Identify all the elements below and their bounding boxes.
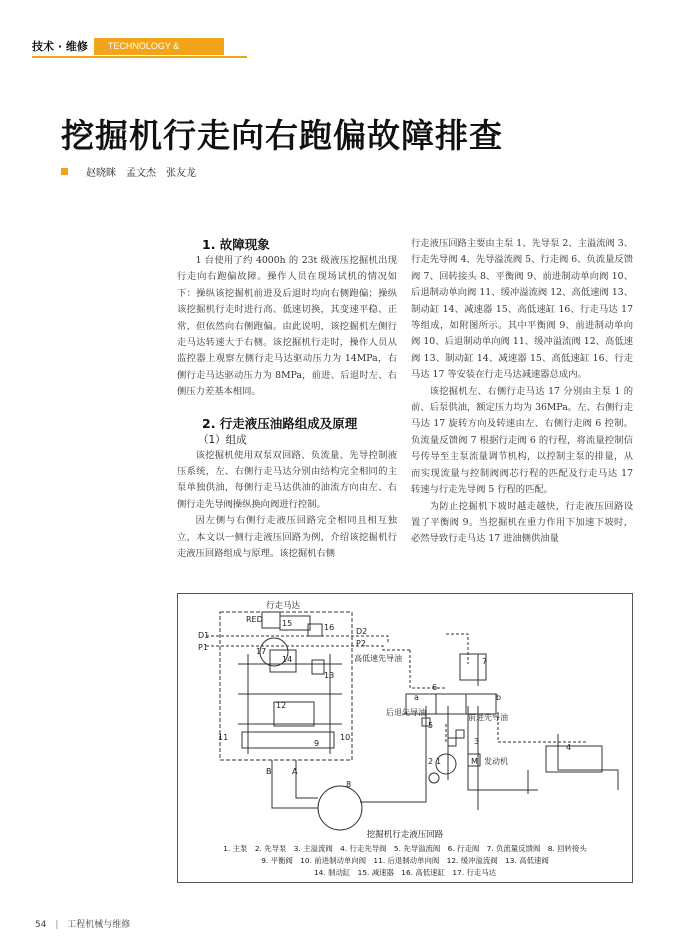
label-a-valve: a: [414, 693, 419, 702]
page-number: 54: [35, 920, 47, 930]
footer-separator: |: [55, 920, 59, 930]
label-reverse-pilot: 后退先导油: [386, 708, 426, 717]
paragraph: 该挖掘机使用双泵双回路、负流量、先导控制液压系统，左、右侧行走马达分别由结构完全相同的主泵单独供油，每侧行走马达供油的油流方向由左、右侧行走先导阀操纵换向阀进行控制。: [177, 449, 397, 510]
label-red: RED: [246, 615, 263, 624]
num-17: 17: [256, 647, 267, 656]
label-d1: D1: [198, 631, 210, 640]
author-name: 张友龙: [166, 168, 196, 179]
label-p1: P1: [198, 643, 208, 652]
paragraph: 为防止挖掘机下坡时越走越快，行走液压回路设置了平衡阀 9。当挖掘机在重力作用下加速下坡时，必然导致行走马达 17 进油侧供油量: [411, 500, 633, 545]
motor-assembly-boundary: [220, 612, 352, 760]
section-label-en: TECHNOLOGY & MAINTENANCE: [94, 38, 224, 55]
section-label-cn: 技术 · 维修: [32, 40, 88, 53]
num-16: 16: [324, 623, 335, 632]
reducer-box: [262, 612, 280, 628]
figure-legend-line: 1. 主泵 2. 先导泵 3. 主溢流阀 4. 行走先导阀 5. 先导溢流阀 6. 行走阀 7. 负流量反馈阀 8. 回转接头: [223, 844, 587, 853]
author-name: 孟文杰: [126, 168, 156, 179]
section-heading: 2. 行走液压油路组成及原理: [202, 415, 358, 431]
figure-legend-line: 9. 平衡阀 10. 前进制动单向阀 11. 后退制动单向阀 12. 缓冲溢流阀 13. 高低速阀: [261, 856, 549, 865]
num-14: 14: [282, 655, 293, 664]
right-column: [411, 236, 633, 548]
paragraph: 该挖掘机左、右侧行走马达 17 分别由主泵 1 的前、后泵供油，额定压力均为 36MPa。左、右侧行走马达 17 旋转方向及转速由左、右侧行走阀 6 控制。负流量反馈阀 7 根据行走阀 6 的行程，将流量控制信号传导至主泵流量调节机构，以控制主泵的排量，从而实现流量与控制阀阀芯行程的匹配及行走马达 17 转速与行走先导阀 5 行程的匹配。: [411, 385, 633, 496]
label-p2: P2: [356, 639, 366, 648]
num-1: 1: [436, 757, 442, 766]
label-engine: 发动机: [484, 757, 508, 766]
label-d2: D2: [356, 627, 368, 636]
circuit-diagram: [178, 594, 632, 882]
num-13: 13: [324, 671, 335, 680]
label-forward-pilot: 前进先导油: [468, 713, 508, 722]
header-rule: [32, 56, 247, 58]
section-header: [32, 36, 224, 68]
paragraph: 因左侧与右侧行走液压回路完全相同且相互独立，本文以一侧行走液压回路为例，介绍该挖掘机行走液压回路组成与原理。该挖掘机右侧: [177, 515, 397, 560]
author-marker-icon: [61, 168, 68, 175]
paragraph: 行走液压回路主要由主泵 1、先导泵 2、主溢流阀 3、行走先导阀 4、先导溢流阀 5、行走阀 6、负流量反馈阀 7、回转接头 8、平衡阀 9、前进制动单向阀 10、后退制动单向阀 11、缓冲溢流阀 12、高低速阀 13、制动缸 14、减速器 15、高低速缸 16、行走马达 17 等组成，如附图所示。其中平衡阀 9、前进制动单向阀 10、后退制动单向阀 11、缓冲溢流阀 12、高低速阀 13、制动缸 14、减速器 15、高低速缸 16、行走马达 17 等安装在行走马达减速器总成内。: [411, 238, 633, 381]
num-6: 6: [432, 683, 438, 692]
hydraulic-circuit-figure: [177, 593, 633, 883]
article-title: 挖掘机行走向右跑偏故障排查: [61, 116, 503, 155]
figure-caption: 挖掘机行走液压回路: [366, 830, 444, 840]
figure-legend-line: 14. 制动缸 15. 减速器 16. 高低速缸 17. 行走马达: [313, 868, 497, 877]
num-5: 5: [428, 721, 434, 730]
num-9: 9: [314, 739, 320, 748]
label-hilo-pilot: 高低速先导油: [354, 654, 402, 663]
num-8: 8: [346, 780, 352, 789]
label-travel-motor: 行走马达: [266, 601, 301, 611]
num-12: 12: [276, 701, 287, 710]
label-m: M: [471, 757, 478, 766]
paragraph: 1 台使用了约 4000h 的 23t 级液压挖掘机出现行走向右跑偏故障。操作人员在现场试机的情况如下：操纵该挖掘机前进及后退时均向右侧跑偏；操纵该挖掘机行走时进行高、低速切换，其变速平稳、正常，但依然向右侧跑偏。由此说明，该挖掘机左侧行走马达转速大于右侧。该挖掘机行走时，操作人员从监控器上观察左侧行走马达驱动压力为 14MPa，右侧行走马达驱动压力为 8MPa，前进、后退时左、右侧压力差基本相同。: [177, 255, 397, 398]
num-7: 7: [482, 657, 488, 666]
journal-name: 工程机械与维修: [67, 920, 131, 930]
num-11: 11: [218, 733, 229, 742]
section-heading: 1. 故障现象: [202, 237, 270, 252]
subsection-heading: （1）组成: [198, 433, 247, 446]
num-4: 4: [566, 743, 572, 752]
author-name: 赵晓眯: [86, 168, 116, 179]
swivel-joint-symbol: [318, 786, 362, 830]
label-a-left: A: [292, 767, 298, 776]
num-10: 10: [340, 733, 351, 742]
label-b-valve: b: [496, 693, 502, 702]
author-line: [61, 164, 206, 179]
page-footer: [35, 917, 130, 930]
num-3: 3: [474, 737, 480, 746]
left-column: [177, 236, 397, 563]
num-2: 2: [428, 757, 434, 766]
label-b-left: B: [266, 767, 272, 776]
num-15: 15: [282, 619, 293, 628]
